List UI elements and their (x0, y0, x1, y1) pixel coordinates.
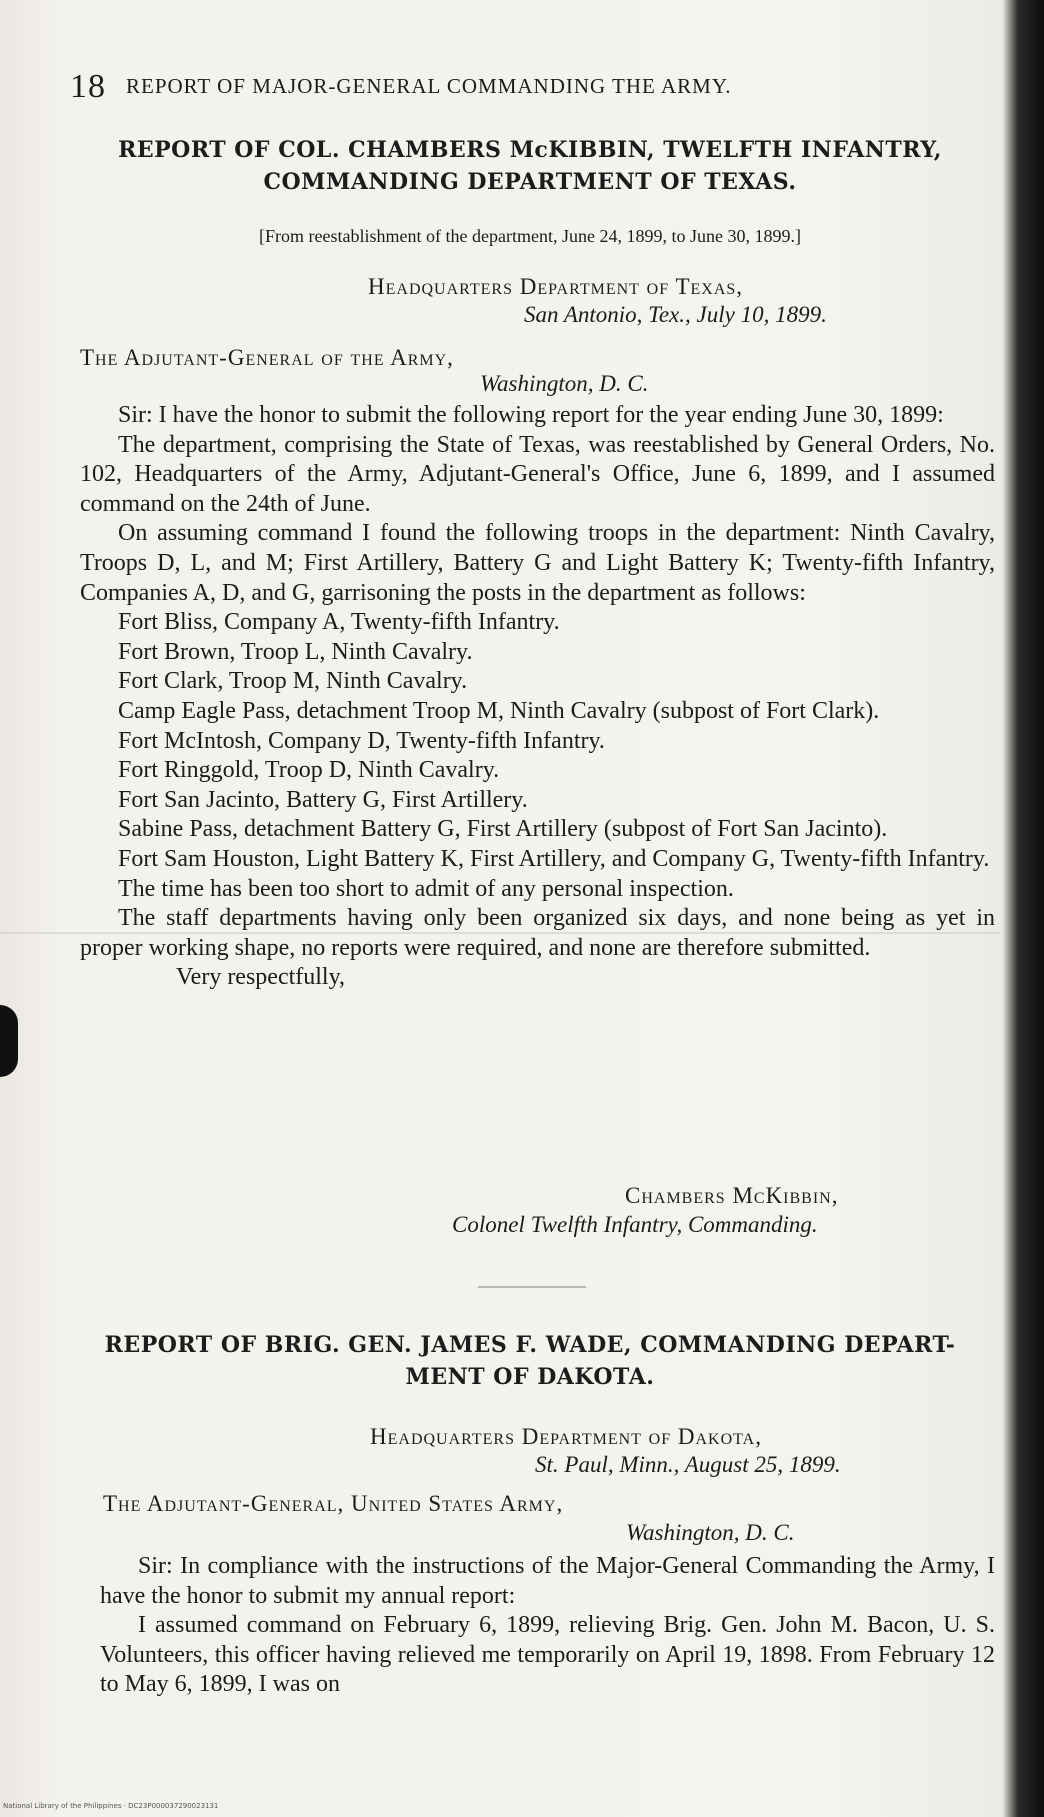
report2-hq-line1: Headquarters Department of Dakota, (370, 1424, 762, 1449)
report2-addressee-line1: The Adjutant-General, United States Army, (103, 1491, 564, 1516)
post-list-item: Fort Clark, Troop M, Ninth Cavalry. (118, 668, 468, 695)
report1-signature-name: Chambers McKibbin, (625, 1183, 839, 1208)
post-list-item: Camp Eagle Pass, detachment Troop M, Ninth Cavalry (subpost of Fort Clark). (118, 697, 880, 724)
report1-signature-title: Colonel Twelfth Infantry, Commanding. (452, 1212, 818, 1237)
report1-hq-line2: San Antonio, Tex., July 10, 1899. (524, 302, 827, 327)
section-divider (478, 1286, 586, 1288)
page-number: 18 (70, 68, 106, 105)
report1-addressee-line2: Washington, D. C. (480, 371, 649, 396)
post-list-item: Fort Ringgold, Troop D, Ninth Cavalry. (118, 757, 500, 784)
report2-title (70, 1329, 990, 1393)
paragraph: Sir: In compliance with the instructions of the Major-General Commanding the Army, I have the honor to submit my annual report: (100, 1553, 995, 1609)
running-header (70, 68, 975, 106)
post-list-item: Fort Sam Houston, Light Battery K, First Artillery, and Company G, Twenty-fifth Infantry. (118, 845, 990, 872)
scan-footer: National Library of the Philippines · DC23P000037290023131 (3, 1802, 219, 1810)
paragraph: On assuming command I found the following troops in the department: Ninth Cavalry, Troops D, L, and M; First Artillery, Battery G and Light Battery K; Twenty-fifth Infantry, Companies A, D, and G, garrisoning the posts in the department as follows: (80, 520, 995, 606)
post-list-item: Fort McIntosh, Company D, Twenty-fifth Infantry. (118, 727, 605, 754)
report2-title-line1: REPORT OF BRIG. GEN. JAMES F. WADE, COMMANDING DEPART- (104, 1332, 956, 1358)
post-list-item: Fort San Jacinto, Battery G, First Artillery. (118, 786, 528, 813)
running-title: REPORT OF MAJOR-GENERAL COMMANDING THE ARMY. (126, 74, 732, 98)
paragraph: I assumed command on February 6, 1899, relieving Brig. Gen. John M. Bacon, U. S. Volunteers, this officer having relieved me temporarily on April 19, 1898. From February 12 to May 6, 1899, I was on (100, 1612, 995, 1698)
report2-addressee-line2: Washington, D. C. (626, 1520, 795, 1545)
paragraph: The department, comprising the State of Texas, was reestablished by General Orders, No. 102, Headquarters of the Army, Adjutant-General's Office, June 6, 1899, and I assumed command on the 24th of June. (80, 431, 995, 517)
post-list-item: Fort Bliss, Company A, Twenty-fifth Infantry. (118, 609, 560, 636)
report1-hq-line1: Headquarters Department of Texas, (368, 274, 744, 299)
report1-body (80, 401, 995, 993)
closing: Very respectfully, (176, 964, 346, 991)
paragraph: The time has been too short to admit of any personal inspection. (118, 875, 734, 902)
report1-subtitle: [From reestablishment of the department, June 24, 1899, to June 30, 1899.] (259, 226, 801, 246)
report1-title-line2: COMMANDING DEPARTMENT OF TEXAS. (263, 169, 797, 195)
report1-addressee-line1: The Adjutant-General of the Army, (80, 345, 454, 370)
post-list-item: Sabine Pass, detachment Battery G, First Artillery (subpost of Fort San Jacinto). (118, 816, 888, 843)
report2-hq-line2: St. Paul, Minn., August 25, 1899. (535, 1452, 841, 1477)
report1-title (70, 134, 990, 198)
report2-body (100, 1552, 995, 1700)
report1-title-line1: REPORT OF COL. CHAMBERS McKIBBIN, TWELFTH INFANTRY, (118, 137, 942, 163)
post-list-item: Fort Brown, Troop L, Ninth Cavalry. (118, 638, 473, 665)
paragraph: Sir: I have the honor to submit the following report for the year ending June 30, 1899: (118, 402, 944, 428)
binding-shadow (0, 1005, 18, 1077)
paragraph: The staff departments having only been organized six days, and none being as yet in proper working shape, no reports were required, and none are therefore submitted. (80, 905, 995, 961)
report2-title-line2: MENT OF DAKOTA. (405, 1364, 655, 1390)
